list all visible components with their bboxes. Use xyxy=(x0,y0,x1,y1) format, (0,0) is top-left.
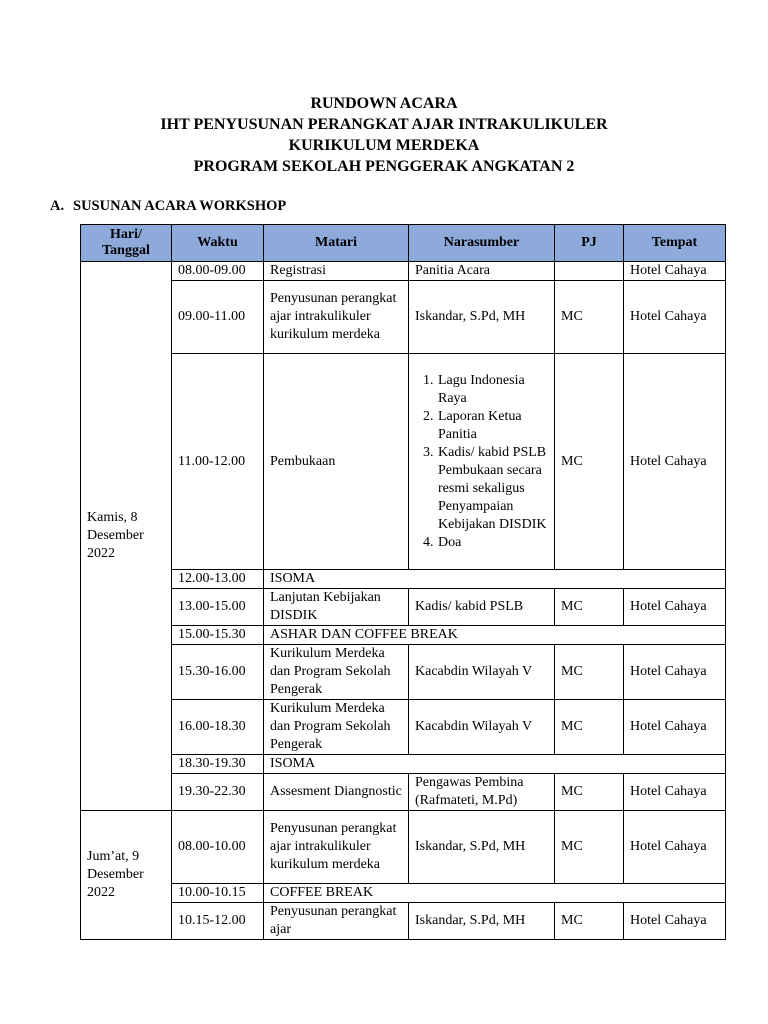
pj-cell: MC xyxy=(555,903,624,940)
pj-cell: MC xyxy=(555,811,624,884)
time-cell: 19.30-22.30 xyxy=(172,774,264,811)
time-cell: 13.00-15.00 xyxy=(172,589,264,626)
section-label: SUSUNAN ACARA WORKSHOP xyxy=(73,198,287,214)
time-cell: 11.00-12.00 xyxy=(172,354,264,570)
pj-cell: MC xyxy=(555,281,624,354)
table-row xyxy=(81,645,726,700)
time-cell: 08.00-10.00 xyxy=(172,811,264,884)
title-line-3: KURIKULUM MERDEKA xyxy=(288,137,480,154)
place-cell: Hotel Cahaya xyxy=(624,774,726,811)
pj-cell: MC xyxy=(555,589,624,626)
table-row xyxy=(81,700,726,755)
table-row xyxy=(81,755,726,774)
table-header-row xyxy=(81,225,726,262)
table-row xyxy=(81,811,726,884)
table-row xyxy=(81,903,726,940)
title-line-4: PROGRAM SEKOLAH PENGGERAK ANGKATAN 2 xyxy=(193,158,575,175)
title-line-2: IHT PENYUSUNAN PERANGKAT AJAR INTRAKULIKULER xyxy=(160,116,608,133)
material-cell: Penyusunan perangkat ajar intrakulikuler kurikulum merdeka xyxy=(264,281,409,354)
table-row xyxy=(81,354,726,570)
time-cell: 10.00-10.15 xyxy=(172,884,264,903)
speaker-cell: Pengawas Pembina (Rafmateti, M.Pd) xyxy=(409,774,555,811)
time-cell: 08.00-09.00 xyxy=(172,262,264,281)
section-number: A. xyxy=(50,198,65,214)
material-cell: Lanjutan Kebijakan DISDIK xyxy=(264,589,409,626)
speaker-cell: Iskandar, S.Pd, MH xyxy=(409,811,555,884)
speaker-cell: Iskandar, S.Pd, MH xyxy=(409,281,555,354)
table-row xyxy=(81,570,726,589)
list-item: 3. Kadis/ kabid PSLB Pembukaan secara resmi sekaligus Penyampaian Kebijakan DISDIK xyxy=(437,444,548,534)
place-cell: Hotel Cahaya xyxy=(624,903,726,940)
pj-cell: MC xyxy=(555,354,624,570)
speaker-cell: Iskandar, S.Pd, MH xyxy=(409,903,555,940)
table-row xyxy=(81,626,726,645)
break-cell: ASHAR DAN COFFEE BREAK xyxy=(264,626,726,645)
list-item: 2. Laporan Ketua Panitia xyxy=(437,408,548,444)
time-cell: 09.00-11.00 xyxy=(172,281,264,354)
header-pj: PJ xyxy=(555,225,624,262)
speaker-cell: Kadis/ kabid PSLB xyxy=(409,589,555,626)
place-cell: Hotel Cahaya xyxy=(624,354,726,570)
list-item: 1. Lagu Indonesia Raya xyxy=(437,372,548,408)
material-cell: Kurikulum Merdeka dan Program Sekolah Pengerak xyxy=(264,700,409,755)
list-item: 4. Doa xyxy=(437,534,548,552)
place-cell: Hotel Cahaya xyxy=(624,811,726,884)
header-day: Hari/ Tanggal xyxy=(81,225,172,262)
document-title xyxy=(0,93,768,177)
day-cell: Jum’at, 9 Desember 2022 xyxy=(81,811,172,940)
pj-cell: MC xyxy=(555,774,624,811)
pj-cell: MC xyxy=(555,700,624,755)
day-cell: Kamis, 8 Desember 2022 xyxy=(81,262,172,811)
pj-cell xyxy=(555,262,624,281)
header-material: Matari xyxy=(264,225,409,262)
table-row xyxy=(81,262,726,281)
header-place: Tempat xyxy=(624,225,726,262)
schedule-table xyxy=(80,224,726,940)
time-cell: 10.15-12.00 xyxy=(172,903,264,940)
material-cell: Pembukaan xyxy=(264,354,409,570)
place-cell: Hotel Cahaya xyxy=(624,262,726,281)
table-row xyxy=(81,281,726,354)
header-time: Waktu xyxy=(172,225,264,262)
speaker-cell: Kacabdin Wilayah V xyxy=(409,700,555,755)
section-heading xyxy=(50,197,286,215)
material-cell: Penyusunan perangkat ajar intrakulikuler kurikulum merdeka xyxy=(264,811,409,884)
material-cell: Registrasi xyxy=(264,262,409,281)
place-cell: Hotel Cahaya xyxy=(624,700,726,755)
opening-agenda-list xyxy=(411,372,548,552)
place-cell: Hotel Cahaya xyxy=(624,281,726,354)
table-row xyxy=(81,589,726,626)
place-cell: Hotel Cahaya xyxy=(624,645,726,700)
material-cell: Kurikulum Merdeka dan Program Sekolah Pengerak xyxy=(264,645,409,700)
time-cell: 15.00-15.30 xyxy=(172,626,264,645)
speaker-cell: Panitia Acara xyxy=(409,262,555,281)
material-cell: Penyusunan perangkat ajar xyxy=(264,903,409,940)
material-cell: Assesment Diangnostic xyxy=(264,774,409,811)
speaker-cell xyxy=(409,354,555,570)
table-row xyxy=(81,884,726,903)
break-cell: COFFEE BREAK xyxy=(264,884,726,903)
header-speaker: Narasumber xyxy=(409,225,555,262)
break-cell: ISOMA xyxy=(264,755,726,774)
break-cell: ISOMA xyxy=(264,570,726,589)
place-cell: Hotel Cahaya xyxy=(624,589,726,626)
time-cell: 16.00-18.30 xyxy=(172,700,264,755)
time-cell: 12.00-13.00 xyxy=(172,570,264,589)
title-line-1: RUNDOWN ACARA xyxy=(310,95,458,112)
time-cell: 15.30-16.00 xyxy=(172,645,264,700)
pj-cell: MC xyxy=(555,645,624,700)
speaker-cell: Kacabdin Wilayah V xyxy=(409,645,555,700)
time-cell: 18.30-19.30 xyxy=(172,755,264,774)
table-row xyxy=(81,774,726,811)
